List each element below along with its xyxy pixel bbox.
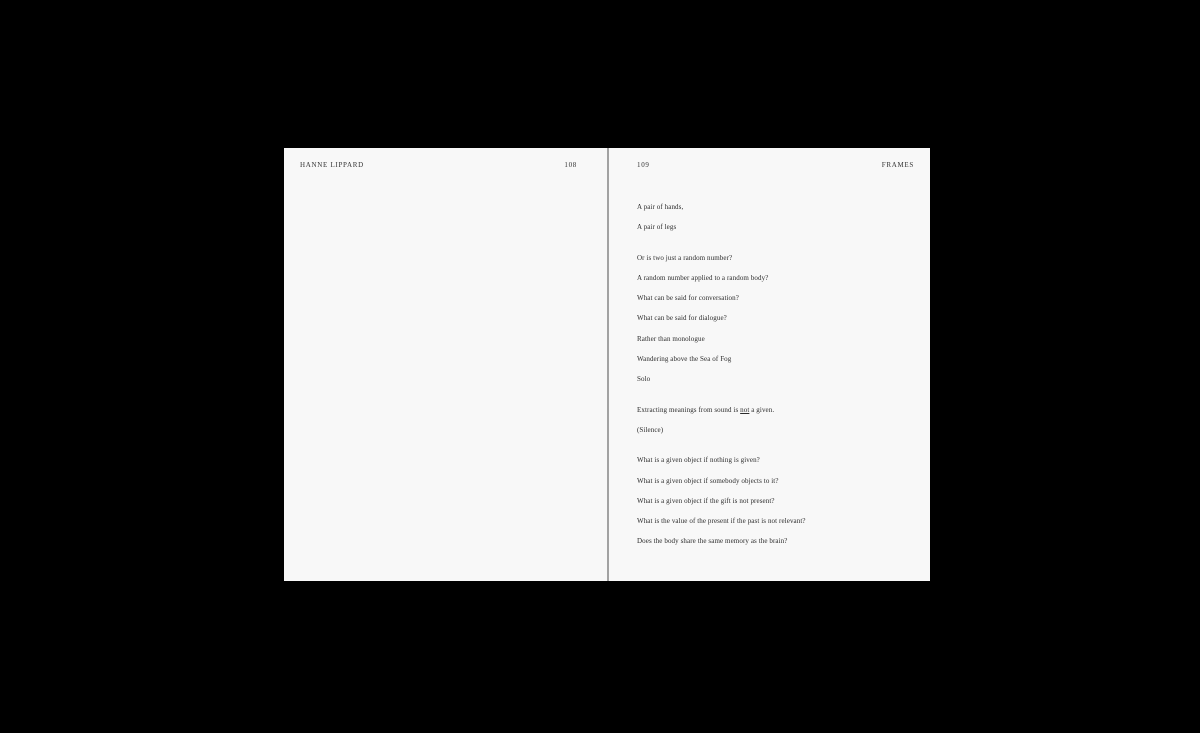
poem-line: Extracting meanings from sound is not a given.	[637, 405, 775, 414]
poem-line: Does the body share the same memory as the brain?	[637, 537, 788, 546]
author-name: HANNE LIPPARD	[300, 161, 364, 169]
poem-line: A pair of hands,	[637, 203, 684, 211]
poem-line: What can be said for conversation?	[637, 294, 739, 303]
poem-stanza	[637, 197, 914, 238]
poem-line: Rather than monologue	[637, 334, 705, 343]
right-page-number: 109	[637, 161, 650, 169]
poem-line: What can be said for dialogue?	[637, 314, 727, 323]
right-running-head	[637, 161, 914, 169]
left-page-number: 108	[564, 161, 577, 169]
book-title: FRAMES	[881, 161, 914, 169]
poem-line: What is the value of the present if the past is not relevant?	[637, 517, 806, 526]
poem-stanza	[637, 248, 914, 390]
poem-line: Solo	[637, 375, 651, 384]
page-left	[284, 148, 607, 581]
poem-stanza	[637, 400, 914, 441]
poem-line: A random number applied to a random body?	[637, 273, 769, 282]
book-spread	[284, 148, 930, 581]
poem-line: (Silence)	[637, 425, 664, 434]
poem-line: What is a given object if somebody objects to it?	[637, 476, 779, 485]
poem-line: Wandering above the Sea of Fog	[637, 355, 732, 364]
poem-line: What is a given object if the gift is not present?	[637, 496, 775, 505]
poem-line: Or is two just a random number?	[637, 253, 733, 262]
poem-text	[637, 197, 914, 552]
page-right	[609, 148, 930, 581]
left-running-head	[300, 161, 577, 169]
poem-stanza	[637, 450, 914, 551]
poem-line: What is a given object if nothing is given?	[637, 456, 760, 465]
poem-line: A pair of legs	[637, 223, 677, 232]
